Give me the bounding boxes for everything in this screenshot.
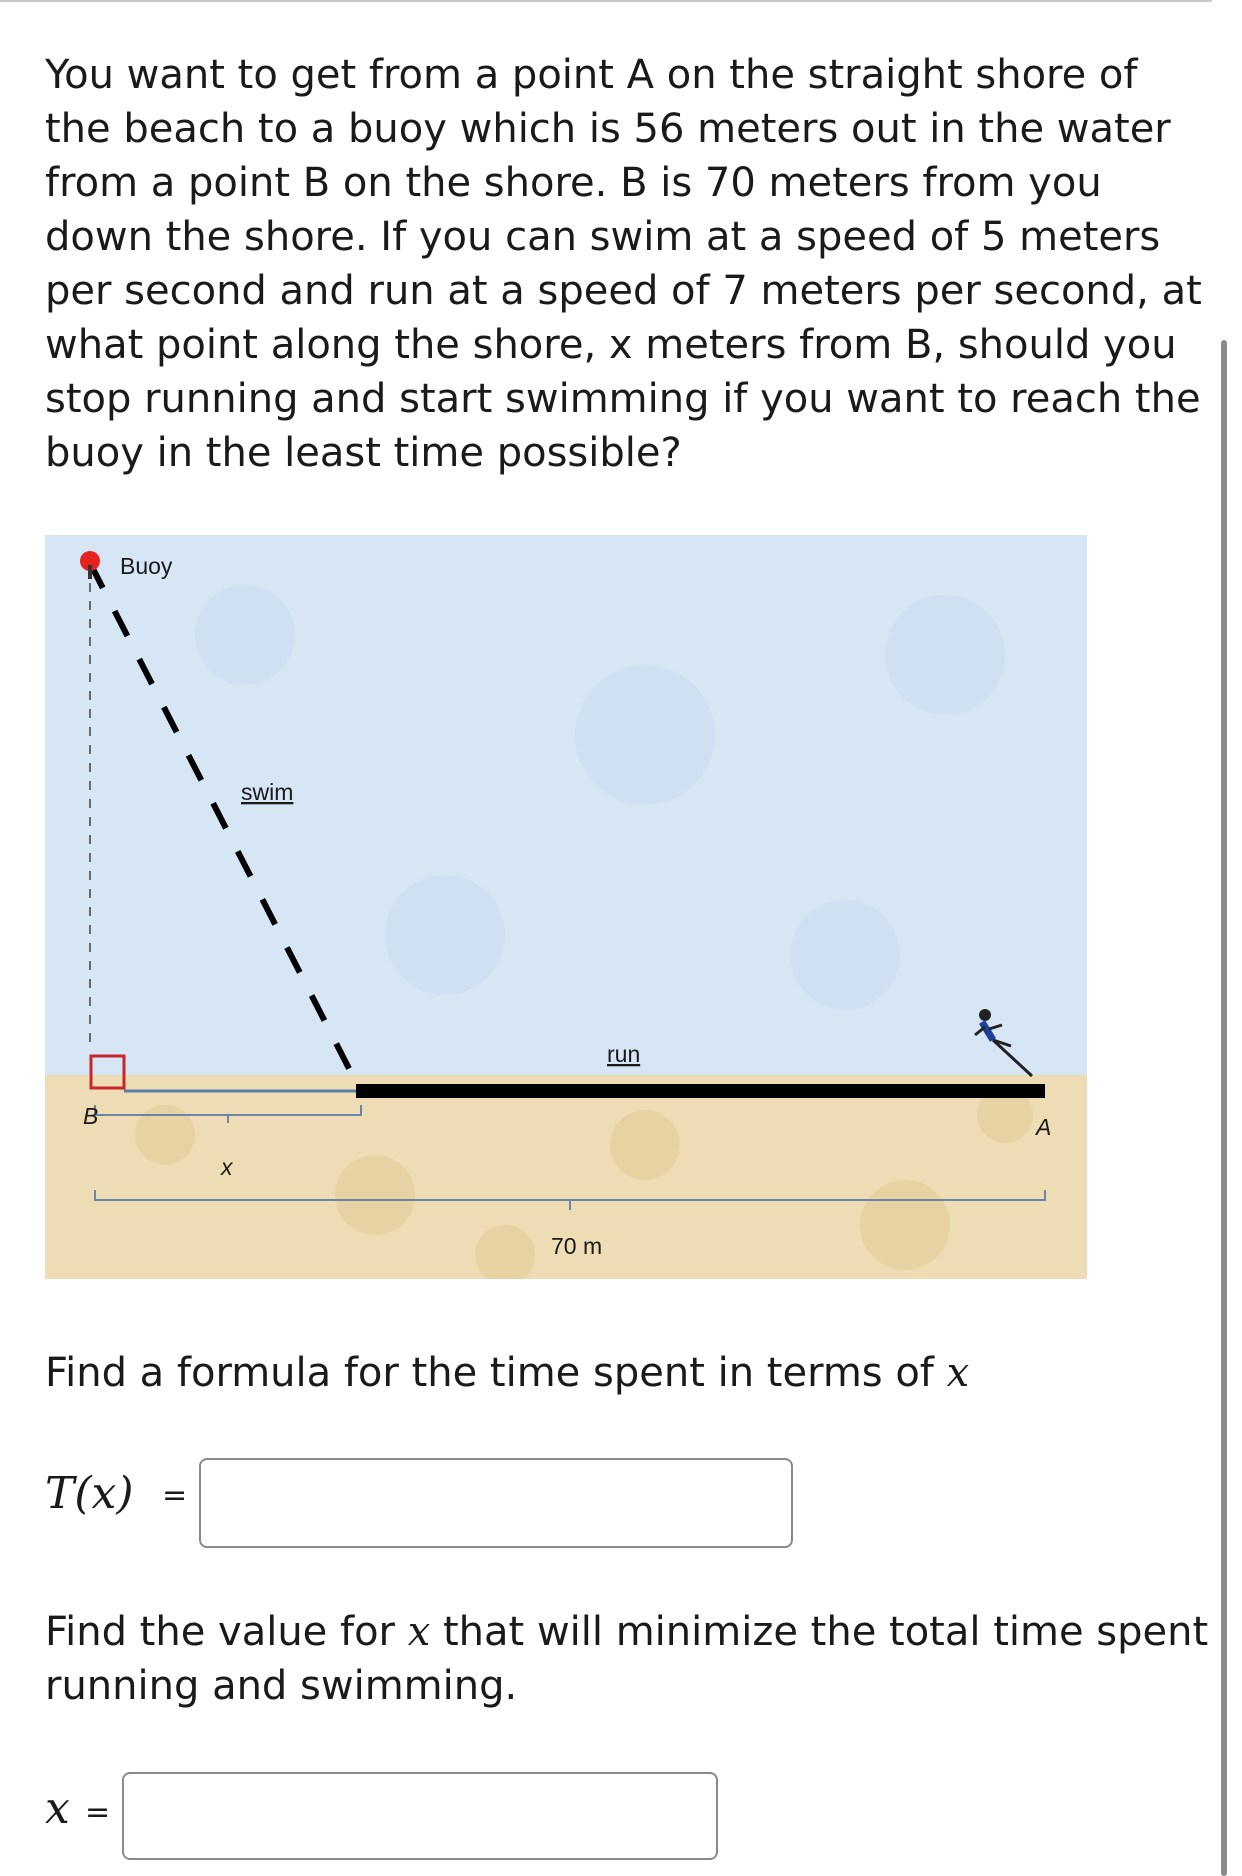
question-2-prompt [45, 1605, 1215, 1713]
question-2-prompt-start: Find the value for [45, 1609, 408, 1655]
point-a-label: A [1036, 1114, 1052, 1140]
top-divider [0, 0, 1212, 2]
x-answer-label [45, 1783, 70, 1834]
distance-label: 70 m [551, 1233, 603, 1259]
x-label: x [221, 1154, 233, 1180]
buoy-stem [88, 565, 92, 579]
question-1-variable: x [946, 1350, 970, 1396]
beach-diagram [45, 535, 1087, 1279]
question-2-variable: x [407, 1609, 431, 1655]
t-of-x-label-text: T(x) [45, 1468, 134, 1519]
x-equals-sign: = [85, 1795, 111, 1830]
t-of-x-label [45, 1468, 134, 1519]
x-answer-label-text: x [45, 1783, 70, 1834]
problem-statement: You want to get from a point A on the straight shore of the beach to a buoy which is 56 meters out in the water from a point B on the shore. B is 70 meters from you down the shore. If you can swim at a speed of 5 meters per second and run at a speed of 7 meters per second, at what point along the shore, x meters from B, should you stop running and start swimming if you want to reach the buoy in the least time possible? [45, 52, 1202, 476]
question-1-prompt-text: Find a formula for the time spent in terms of [45, 1350, 947, 1396]
question-1-prompt [45, 1346, 1215, 1400]
question-2-prompt-end: that will minimize the total time spent running and swimming. [45, 1609, 1209, 1709]
minimizing-x-input[interactable] [122, 1772, 718, 1860]
point-b-label: B [83, 1103, 99, 1129]
buoy-label: Buoy [120, 553, 173, 579]
t-equals-sign: = [162, 1478, 188, 1513]
swim-label: swim [241, 779, 294, 805]
beach-diagram-svg [45, 535, 1087, 1279]
run-label: run [607, 1041, 641, 1067]
time-formula-input[interactable] [199, 1458, 793, 1548]
scrollbar[interactable] [1221, 340, 1227, 1876]
